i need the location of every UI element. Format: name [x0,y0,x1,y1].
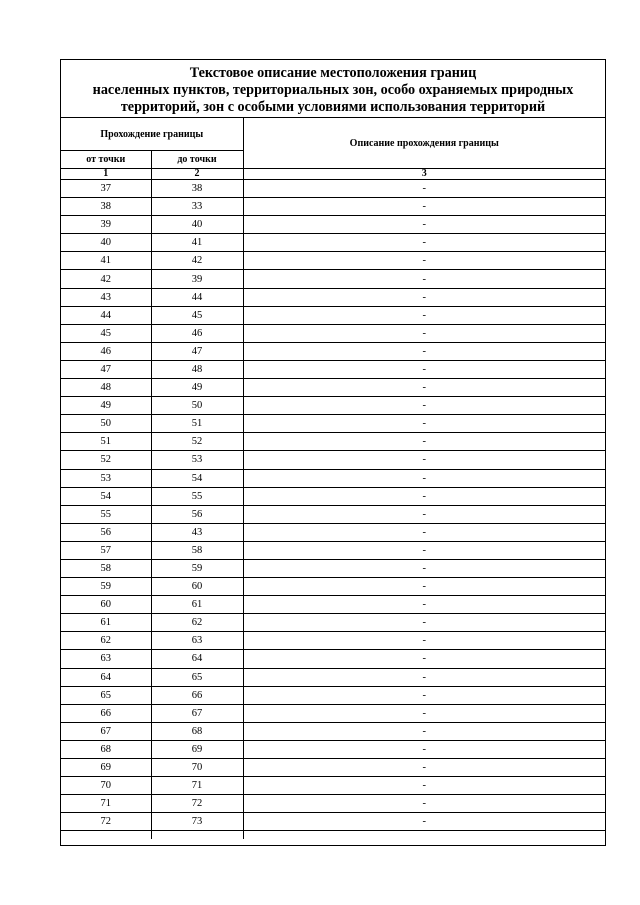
cell-to: 62 [151,614,243,632]
cell-to: 60 [151,578,243,596]
cell-from: 42 [61,270,151,288]
cell-to: 45 [151,306,243,324]
cell-desc: - [243,759,605,777]
cell-desc: - [243,379,605,397]
table-row [61,469,605,487]
cell-desc: - [243,234,605,252]
cell-from: 65 [61,686,151,704]
table-row [61,216,605,234]
table-row [61,252,605,270]
cell-desc: - [243,795,605,813]
cell-to: 68 [151,722,243,740]
cell-from: 58 [61,559,151,577]
cell-desc: - [243,668,605,686]
empty-cell [61,831,151,840]
cell-from: 51 [61,433,151,451]
header-num-2: 2 [151,169,243,180]
table-row [61,813,605,831]
table-row [61,198,605,216]
table-row [61,614,605,632]
cell-desc: - [243,559,605,577]
table-row [61,668,605,686]
cell-from: 49 [61,397,151,415]
document-title [61,60,605,118]
table-row [61,306,605,324]
table-row [61,632,605,650]
cell-to: 63 [151,632,243,650]
cell-from: 62 [61,632,151,650]
table-row [61,686,605,704]
cell-desc: - [243,216,605,234]
cell-from: 41 [61,252,151,270]
title-line-1: Текстовое описание местоположения границ [189,65,477,81]
cell-from: 40 [61,234,151,252]
cell-to: 73 [151,813,243,831]
cell-to: 33 [151,198,243,216]
cell-desc: - [243,469,605,487]
table-row [61,270,605,288]
cell-desc: - [243,306,605,324]
cell-to: 43 [151,523,243,541]
cell-from: 61 [61,614,151,632]
cell-to: 42 [151,252,243,270]
cell-to: 71 [151,777,243,795]
cell-from: 38 [61,198,151,216]
table-row [61,650,605,668]
cell-desc: - [243,578,605,596]
header-num-3: 3 [243,169,605,180]
cell-from: 48 [61,379,151,397]
cell-to: 67 [151,704,243,722]
table-row [61,541,605,559]
cell-to: 66 [151,686,243,704]
cell-from: 52 [61,451,151,469]
table-row [61,451,605,469]
table-row [61,433,605,451]
cell-from: 70 [61,777,151,795]
cell-to: 58 [151,541,243,559]
cell-desc: - [243,813,605,831]
empty-row [61,831,605,840]
cell-to: 69 [151,740,243,758]
header-passage: Прохождение границы [61,118,243,151]
empty-cell [151,831,243,840]
cell-from: 72 [61,813,151,831]
table-row [61,180,605,198]
table-row [61,777,605,795]
table-row [61,722,605,740]
table-row [61,487,605,505]
table-row [61,234,605,252]
cell-desc: - [243,360,605,378]
cell-from: 53 [61,469,151,487]
cell-to: 41 [151,234,243,252]
cell-from: 47 [61,360,151,378]
title-line-3: территорий, зон с особыми условиями использования территорий [120,99,546,115]
cell-from: 71 [61,795,151,813]
cell-to: 44 [151,288,243,306]
table-row [61,523,605,541]
cell-desc: - [243,324,605,342]
cell-to: 49 [151,379,243,397]
cell-desc: - [243,523,605,541]
document-frame [60,59,606,846]
table-row [61,505,605,523]
header-numbers-row [61,169,605,180]
cell-from: 54 [61,487,151,505]
cell-from: 64 [61,668,151,686]
cell-to: 50 [151,397,243,415]
cell-to: 55 [151,487,243,505]
table-row [61,759,605,777]
cell-from: 39 [61,216,151,234]
cell-desc: - [243,541,605,559]
table-row [61,795,605,813]
cell-desc: - [243,704,605,722]
cell-to: 51 [151,415,243,433]
cell-to: 47 [151,342,243,360]
table-row [61,578,605,596]
header-description: Описание прохождения границы [243,118,605,169]
cell-from: 68 [61,740,151,758]
cell-desc: - [243,451,605,469]
cell-desc: - [243,650,605,668]
cell-from: 44 [61,306,151,324]
cell-desc: - [243,614,605,632]
cell-from: 46 [61,342,151,360]
cell-to: 72 [151,795,243,813]
cell-to: 46 [151,324,243,342]
header-from: от точки [61,151,151,169]
cell-desc: - [243,252,605,270]
table-row [61,324,605,342]
cell-from: 66 [61,704,151,722]
table-row [61,704,605,722]
cell-desc: - [243,722,605,740]
cell-from: 56 [61,523,151,541]
cell-desc: - [243,270,605,288]
cell-from: 55 [61,505,151,523]
cell-from: 63 [61,650,151,668]
cell-desc: - [243,397,605,415]
cell-desc: - [243,740,605,758]
cell-to: 53 [151,451,243,469]
cell-to: 39 [151,270,243,288]
table-row [61,559,605,577]
table-row [61,360,605,378]
header-to: до точки [151,151,243,169]
cell-from: 59 [61,578,151,596]
table-row [61,740,605,758]
boundary-table [61,118,605,839]
cell-from: 43 [61,288,151,306]
cell-from: 60 [61,596,151,614]
cell-to: 56 [151,505,243,523]
cell-to: 70 [151,759,243,777]
cell-desc: - [243,632,605,650]
cell-from: 57 [61,541,151,559]
cell-desc: - [243,686,605,704]
cell-desc: - [243,180,605,198]
cell-from: 67 [61,722,151,740]
cell-to: 54 [151,469,243,487]
header-num-1: 1 [61,169,151,180]
cell-to: 52 [151,433,243,451]
title-line-2: населенных пунктов, территориальных зон, особо охраняемых природных [92,82,574,98]
cell-desc: - [243,198,605,216]
cell-from: 50 [61,415,151,433]
cell-desc: - [243,288,605,306]
cell-to: 40 [151,216,243,234]
table-row [61,342,605,360]
cell-to: 59 [151,559,243,577]
table-row [61,379,605,397]
cell-desc: - [243,505,605,523]
table-row [61,596,605,614]
empty-cell [243,831,605,840]
cell-to: 61 [151,596,243,614]
table-row [61,397,605,415]
cell-from: 45 [61,324,151,342]
cell-desc: - [243,596,605,614]
cell-desc: - [243,415,605,433]
cell-desc: - [243,433,605,451]
cell-to: 65 [151,668,243,686]
cell-to: 64 [151,650,243,668]
table-row [61,415,605,433]
cell-desc: - [243,777,605,795]
cell-from: 69 [61,759,151,777]
header-row-1 [61,118,605,151]
cell-from: 37 [61,180,151,198]
cell-to: 38 [151,180,243,198]
cell-to: 48 [151,360,243,378]
table-row [61,288,605,306]
cell-desc: - [243,487,605,505]
cell-desc: - [243,342,605,360]
